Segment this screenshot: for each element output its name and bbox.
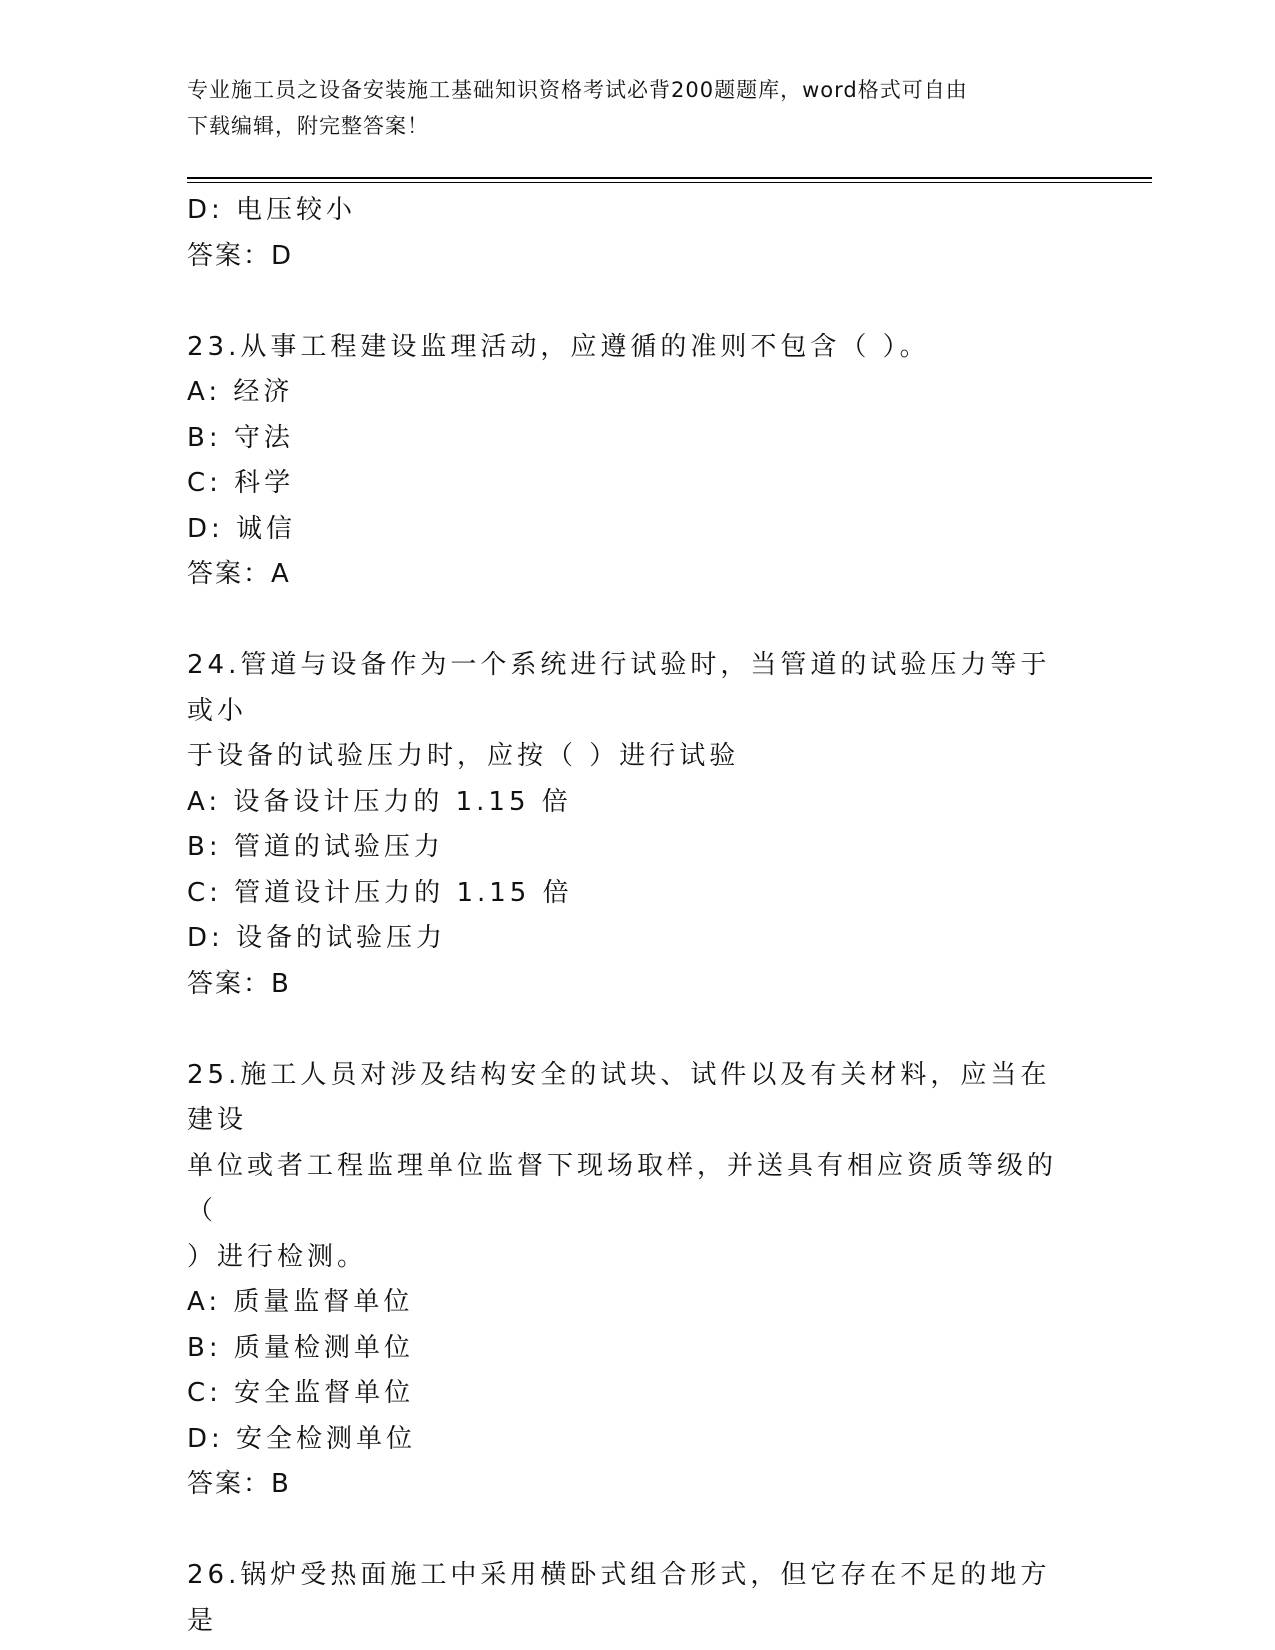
question-stem: 23.从事工程建设监理活动，应遵循的准则不包含（ ）。 bbox=[187, 331, 930, 362]
header-rule-thin bbox=[187, 182, 1152, 183]
option-d: D: 设备的试验压力 bbox=[187, 923, 447, 953]
question-list bbox=[187, 188, 1077, 1644]
question-23 bbox=[187, 325, 1077, 598]
spacer bbox=[187, 1007, 1077, 1053]
question-stem-line-2: 单位或者工程监理单位监督下现场取样，并送具有相应资质等级的（ bbox=[187, 1150, 1058, 1226]
option-a: A: 设备设计压力的 1.15 倍 bbox=[187, 786, 572, 817]
question-25 bbox=[187, 1053, 1077, 1508]
option-d: D: 诚信 bbox=[187, 513, 297, 544]
option-b: B: 管道的试验压力 bbox=[187, 832, 444, 862]
header-line-1: 专业施工员之设备安装施工基础知识资格考试必背200题题库，word格式可自由 bbox=[187, 78, 968, 102]
question-26 bbox=[187, 1553, 1077, 1644]
spacer bbox=[187, 1508, 1077, 1554]
option-d: D: 安全检测单位 bbox=[187, 1423, 417, 1454]
answer: 答案：A bbox=[187, 559, 291, 589]
question-stem-line-3: ）进行检测。 bbox=[187, 1241, 368, 1272]
option-a: A: 经济 bbox=[187, 377, 294, 407]
header-rule-thick bbox=[187, 177, 1152, 179]
spacer bbox=[187, 279, 1077, 325]
option-b: B: 守法 bbox=[187, 422, 294, 453]
spacer bbox=[187, 598, 1077, 644]
document-header bbox=[187, 72, 1067, 144]
answer: 答案：B bbox=[187, 968, 291, 999]
option-d: D: 电压较小 bbox=[187, 195, 357, 225]
option-c: C: 科学 bbox=[187, 468, 295, 498]
question-stem-line-2: 于设备的试验压力时，应按（ ）进行试验 bbox=[187, 741, 740, 771]
header-line-2: 下载编辑，附完整答案！ bbox=[187, 114, 429, 138]
answer: 答案：B bbox=[187, 1469, 291, 1499]
question-22-tail bbox=[187, 188, 1077, 279]
option-b: B: 质量检测单位 bbox=[187, 1332, 414, 1363]
option-c: C: 管道设计压力的 1.15 倍 bbox=[187, 877, 573, 908]
answer: 答案：D bbox=[187, 240, 294, 271]
option-c: C: 安全监督单位 bbox=[187, 1378, 415, 1408]
question-stem-line-1: 26.锅炉受热面施工中采用横卧式组合形式，但它存在不足的地方是 bbox=[187, 1560, 1051, 1636]
option-a: A: 质量监督单位 bbox=[187, 1287, 414, 1317]
question-stem-line-1: 24.管道与设备作为一个系统进行试验时，当管道的试验压力等于或小 bbox=[187, 650, 1051, 726]
question-stem-line-1: 25.施工人员对涉及结构安全的试块、试件以及有关材料，应当在建设 bbox=[187, 1059, 1051, 1135]
question-24 bbox=[187, 643, 1077, 1007]
